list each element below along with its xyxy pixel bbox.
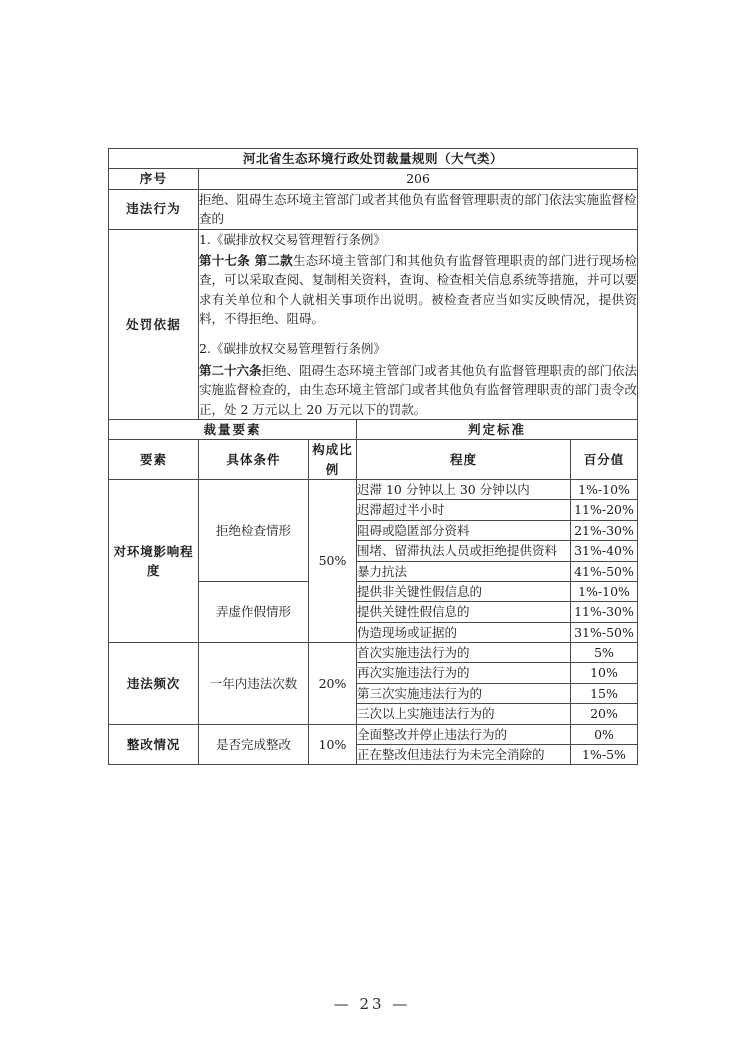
degree-cell: 伪造现场或证据的 <box>357 622 571 642</box>
ratio-cell: 50% <box>309 480 357 643</box>
percent-cell: 20% <box>571 704 638 724</box>
basis-content <box>199 229 638 419</box>
table-body <box>109 149 638 765</box>
degree-cell: 正在整改但违法行为未完全消除的 <box>357 744 571 764</box>
basis-item-2-article: 第二十六条 <box>199 362 262 378</box>
degree-cell: 围堵、留滞执法人员或拒绝提供资料 <box>357 541 571 561</box>
column-header-degree: 程度 <box>357 440 571 480</box>
column-header-percent: 百分值 <box>571 440 638 480</box>
percent-cell: 21%-30% <box>571 520 638 540</box>
percent-cell: 10% <box>571 663 638 683</box>
violation-value: 拒绝、阻碍生态环境主管部门或者其他负有监督管理职责的部门依法实施监督检查的 <box>199 189 638 229</box>
degree-cell: 阻碍或隐匿部分资料 <box>357 520 571 540</box>
ratio-cell: 10% <box>309 724 357 765</box>
violation-row <box>109 189 638 229</box>
serial-row <box>109 169 638 189</box>
percent-cell: 1%-5% <box>571 744 638 764</box>
basis-row <box>109 229 638 419</box>
condition-cell: 是否完成整改 <box>199 724 309 765</box>
basis-item-2-body: 拒绝、阻碍生态环境主管部门或者其他负有监督管理职责的部门依法实施监督检查的，由生态环境主管部门或者其他负有监督管理职责的部门责令改正，处 2 万元以上 20 万元以下的罚款。 <box>199 362 637 417</box>
group-header-criteria: 判定标准 <box>357 419 638 439</box>
condition-cell: 弄虚作假情形 <box>199 581 309 642</box>
column-header-ratio: 构成比例 <box>309 440 357 480</box>
percent-cell: 15% <box>571 683 638 703</box>
condition-cell: 拒绝检查情形 <box>199 480 309 582</box>
degree-cell: 暴力抗法 <box>357 561 571 581</box>
element-name-cell: 对环境影响程度 <box>109 480 199 643</box>
basis-label: 处罚依据 <box>109 229 199 419</box>
group-header-elements: 裁量要素 <box>109 419 357 439</box>
table-row <box>109 480 638 500</box>
table-row <box>109 643 638 663</box>
serial-label: 序号 <box>109 169 199 189</box>
percent-cell: 41%-50% <box>571 561 638 581</box>
basis-item-1-text <box>199 251 637 329</box>
percent-cell: 11%-30% <box>571 602 638 622</box>
percent-cell: 31%-50% <box>571 622 638 642</box>
condition-cell: 一年内违法次数 <box>199 643 309 725</box>
violation-label: 违法行为 <box>109 189 199 229</box>
basis-item-2-text <box>199 361 637 419</box>
percent-cell: 0% <box>571 724 638 744</box>
percent-cell: 5% <box>571 643 638 663</box>
document-title: 河北省生态环境行政处罚裁量规则（大气类） <box>109 149 638 169</box>
degree-cell: 第三次实施违法行为的 <box>357 683 571 703</box>
table-row <box>109 724 638 744</box>
degree-cell: 迟滞 10 分钟以上 30 分钟以内 <box>357 480 571 500</box>
basis-item-2-index: 2.《碳排放权交易管理暂行条例》 <box>199 341 386 357</box>
title-row <box>109 149 638 169</box>
element-name-cell: 整改情况 <box>109 724 199 765</box>
penalty-discretion-table <box>108 148 638 765</box>
element-name-cell: 违法频次 <box>109 643 199 725</box>
ratio-cell: 20% <box>309 643 357 725</box>
basis-item-1-index: 1.《碳排放权交易管理暂行条例》 <box>199 231 386 247</box>
percent-cell: 31%-40% <box>571 541 638 561</box>
page-number: — 23 — <box>333 995 411 1013</box>
basis-item-1-article: 第十七条 第二款 <box>199 252 293 268</box>
column-header-condition: 具体条件 <box>199 440 309 480</box>
degree-cell: 全面整改并停止违法行为的 <box>357 724 571 744</box>
column-header-row <box>109 440 638 480</box>
basis-spacer <box>199 328 637 339</box>
basis-item-1-body: 生态环境主管部门和其他负有监督管理职责的部门进行现场检查，可以采取查阅、复制相关资料，查询、检查相关信息系统等措施，并可以要求有关单位和个人就相关事项作出说明。被检查者应当如实反映情况，提供资料，不得拒绝、阻碍。 <box>199 252 637 326</box>
degree-cell: 提供非关键性假信息的 <box>357 581 571 601</box>
column-header-element: 要素 <box>109 440 199 480</box>
percent-cell: 11%-20% <box>571 500 638 520</box>
degree-cell: 三次以上实施违法行为的 <box>357 704 571 724</box>
percent-cell: 1%-10% <box>571 581 638 601</box>
percent-cell: 1%-10% <box>571 480 638 500</box>
degree-cell: 首次实施违法行为的 <box>357 643 571 663</box>
group-header-row <box>109 419 638 439</box>
degree-cell: 提供关键性假信息的 <box>357 602 571 622</box>
degree-cell: 迟滞超过半小时 <box>357 500 571 520</box>
serial-value: 206 <box>199 169 638 189</box>
degree-cell: 再次实施违法行为的 <box>357 663 571 683</box>
